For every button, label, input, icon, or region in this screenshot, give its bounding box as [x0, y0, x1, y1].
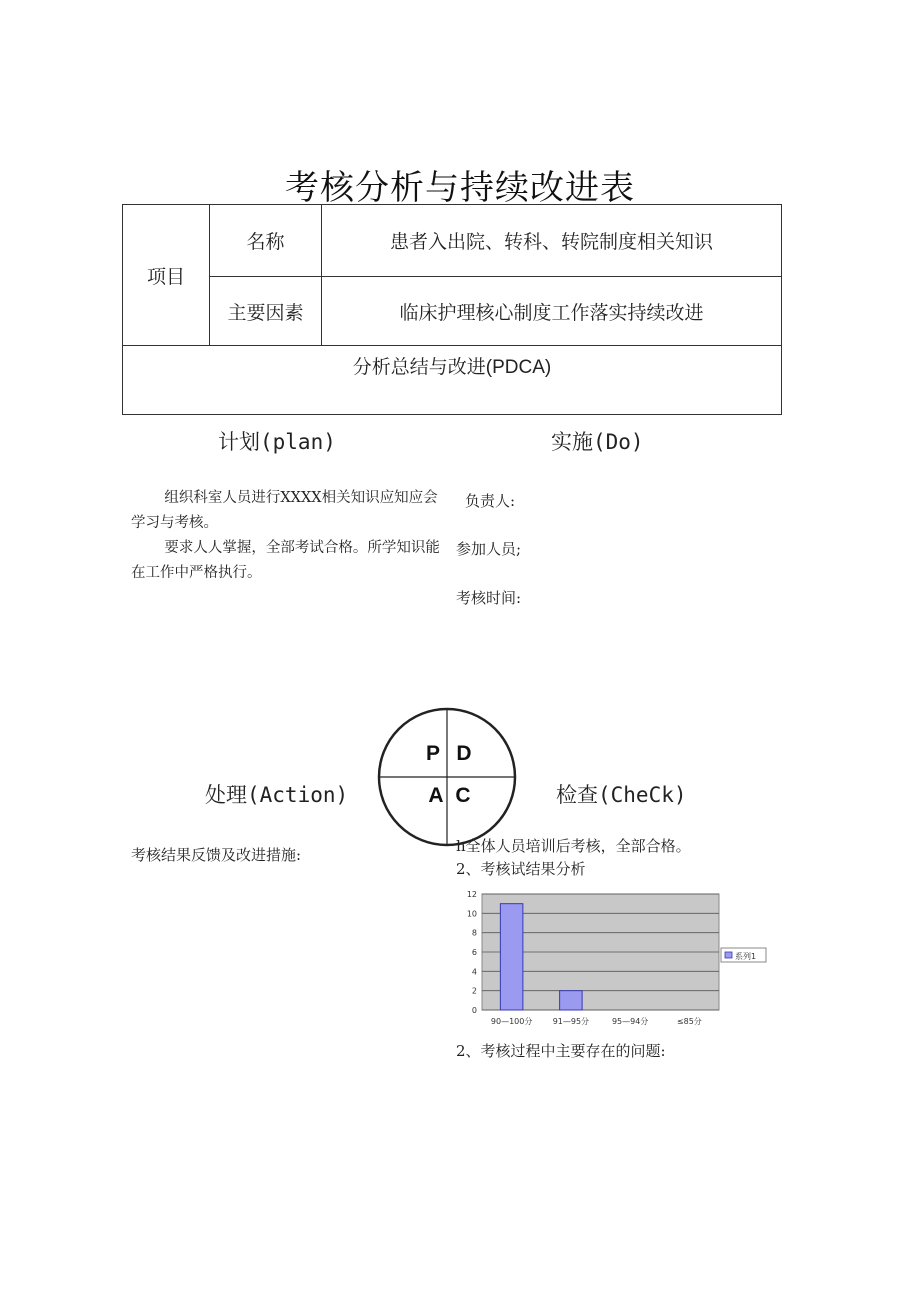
chart-category-labels — [491, 1016, 702, 1026]
check-header: 检查(CheCk) — [556, 783, 687, 807]
chart-y-tick-label: 0 — [471, 1006, 477, 1015]
chart-category-label: 91—95分 — [552, 1017, 590, 1026]
check-line-2: 2、考核试结果分析 — [456, 860, 586, 878]
pdca-d: D — [456, 742, 472, 765]
exam-time-label: 考核时间: — [456, 589, 522, 607]
plan-paragraph: 要求人人掌握，全部考试合格。所学知识能在工作中严格执行。 — [131, 540, 440, 581]
summary-label: 分析总结与改进(PDCA) — [123, 346, 782, 415]
pdca-circle-graphic — [377, 707, 517, 847]
chart-category-label: ≤85分 — [676, 1017, 702, 1026]
check-line-3: 2、考核过程中主要存在的问题: — [456, 1042, 666, 1060]
factor-value: 临床护理核心制度工作落实持续改进 — [322, 277, 782, 346]
chart-legend — [721, 948, 766, 962]
page-title: 考核分析与持续改进表 — [285, 168, 635, 208]
responsible-label: 负责人: — [465, 492, 516, 510]
action-header: 处理(Action) — [205, 783, 349, 807]
chart-tick-labels — [467, 890, 477, 1015]
name-label: 名称 — [210, 205, 322, 277]
exam-result-chart-svg — [455, 883, 775, 1033]
check-line-1: h全体人员培训后考核，全部合格。 — [456, 837, 691, 855]
do-header: 实施(Do) — [551, 430, 644, 454]
chart-y-tick-label: 6 — [471, 948, 477, 957]
legend-label: 系列1 — [735, 952, 757, 961]
chart-y-tick-label: 8 — [471, 928, 477, 938]
chart-category-label: 90—100分 — [490, 1017, 533, 1026]
name-value: 患者入出院、转科、转院制度相关知识 — [322, 205, 782, 277]
participants-label: 参加人员; — [456, 540, 522, 558]
exam-result-chart — [455, 883, 775, 1033]
chart-y-tick-label: 10 — [466, 909, 477, 919]
info-table — [122, 204, 782, 415]
chart-y-tick-label: 12 — [466, 890, 477, 899]
factor-label: 主要因素 — [210, 277, 322, 346]
pdca-a: A — [428, 784, 444, 807]
item-label: 项目 — [123, 205, 210, 346]
chart-y-tick-label: 2 — [471, 986, 477, 996]
chart-bar — [500, 904, 523, 1010]
plan-header: 计划(plan) — [218, 430, 336, 454]
legend-swatch — [725, 952, 732, 958]
chart-bar — [560, 991, 583, 1010]
pdca-c: C — [455, 784, 471, 807]
plan-body — [131, 486, 443, 586]
chart-y-tick-label: 4 — [471, 967, 477, 977]
plan-paragraph: 组织科室人员进行XXXX相关知识应知应会学习与考核。 — [131, 490, 438, 531]
pdca-p: P — [425, 742, 441, 765]
chart-category-label: 95—94分 — [611, 1017, 649, 1026]
feedback-label: 考核结果反馈及改进措施: — [131, 846, 302, 864]
pdca-diagram — [377, 707, 517, 847]
